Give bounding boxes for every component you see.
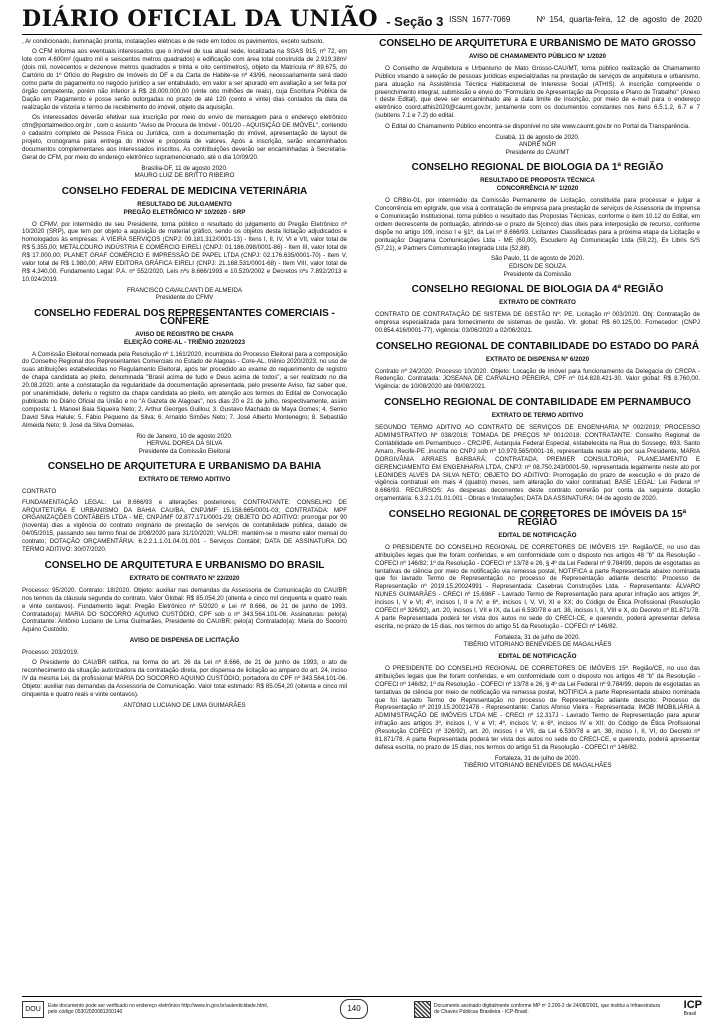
dou-badge: DOU [22,1001,44,1018]
paragraph: , Ar condicionado, iluminação pronta, instalações elétricas e de rede em todos os pavimentos, exceto subsolo. [22,38,324,45]
paragraph: O Conselho de Arquitetura e Urbanismo de Mato Grosso-CAU/MT, torna público realização de Chamamento Público visando à seleção de pessoas jurídicas especializadas na prestação de serviços de arquitetura e urbanismo, para atuação na Assistência Técnica Habitacional de Interesse Social (ATHIS). A inscrição compreende o preenchimento integral, submissão e envio do "Formulário de Apresentação da Proposta e Plano de Trabalho" (Anexo I deste Edital), que deve ser encaminhado até a data limite de inscrição, por meio de e-mail para o endereço eletrônico coord.athis2020@caumt.gov.br, juntamente com os documentos constantes nos itens 6.5.1.2, 6.7 e 7 (subitens 7.1 e 7.2) do edital. [375,64,700,120]
issn: ISSN 1677-7069 [449,15,511,24]
signature-line: Presidente da Comissão Eleitoral [138,447,231,455]
org-heading-cau-br: CONSELHO DE ARQUITETURA E URBANISMO DO BRASIL [44,559,325,571]
signature-line: ANDRÉ NÖR [518,141,557,149]
signature-line: EDISON DE SOUZA [508,263,567,270]
signature-block [22,433,347,456]
icp-text: ICP [683,999,702,1011]
signature-block [22,165,347,180]
newspaper-title [22,6,443,32]
act-title: RESULTADO DE JULGAMENTO [137,200,232,208]
act-title: RESULTADO DE PROPOSTA TÉCNICA [480,177,595,185]
signature-line: Presidente do CAU/MT [505,148,570,156]
paragraph: O PRESIDENTE DO CONSELHO REGIONAL DE CORRETORES DE IMÓVEIS 15ª. Região/CE, no uso das atribuições legais que lhe foram conferidas, e em conformidade com o disposto nos artigos 48 "b" da Resolução - COFECI nº 146/82; 1º da Resolução - COFECI nº 13/78 e 26, § 4º da Lei Federal nº 9.784/99, depois de esgotadas as tentativas de ciência por meio de notificação via remessa postal, NOTIFICA a parte Representada abaixo nominada que foi lavrado Termo de Representação no processo de Representação adiante descrito: Processo de Representação nº 2019.15.20021478 - Representante: Carlos Afonso Vieira - Representada: IMOB IMOBILIÁRIA & ADMINISTRAÇÃO DE IMÓVEIS LTDA ME - CRECI nº 12.317J - Lavrado Termo de Representação para apurar infração aos artigos 3º, incisos I, V e VI; 4º, incisos V; e 6º, incisos IV e XII; do Código de Ética Profissional (Resolução COFECI nº 326/92), art. 20, incisos I e VII, da Lei 6.530/78 e art. 38, inciso I, II, VI, do Decreto nº 81.871/78. A parte Representada poderá ter vista dos autos no sede do CRECI-CE, e querendo, poderá apresentar defesa escrita, no prazo de 15 dias, nos termos do artigo 51 da Resolução - COFECI nº 146/82. [375,664,700,751]
act-heading: EXTRATO DE TERMO ADITIVO [491,412,584,420]
signature-line: Cuiabá, 11 de agosto de 2020. [495,133,580,141]
issue-number-date: Nº 154, quarta-feira, 12 de agosto de 2020 [536,15,702,24]
qr-code-icon [414,1001,431,1018]
paragraph: FUNDAMENTAÇÃO LEGAL: Lei 8.666/93 e alterações posteriores; CONTRATANTE: CONSELHO DE ARQUITETURA E URBANISMO DA BAHIA CAU/BA, CNPJ/MF 15.158.665/0001-03; CONTRATADA: MPF ORGANIZAÇÕES CONTÁBEIS LTDA - ME, CNPJ/MF 02.877.171/0001-29; OBJETO DO ADITIVO: prorrogar por 90 (noventa) dias a vigência do contrato originário de prestação de serviços de contabilidade pública, datado de 04/05/2015, passando seu termo final de 2/08/2020 para 31/10/2020; VALOR: mantém-se o mesmo valor mensal do contrato; DOTAÇÃO ORÇAMENTÁRIA: 6.2.2.1.1.01.04.01.001 - Serviços Contábil; DATA DE ASSINATURA DO TERMO ADITIVO: 30/07/2020. [22,498,347,554]
paragraph: Processo: 95/2020. Contrato: 18/2020. Objeto: auxiliar nas demandas da Assessoria de Comunicação do CAU/BR nos termos da cláusula segunda do contrato. Valor Global: R$ 85.054,20 (oitenta e cinco mil cinquenta e quatro reais e vinte centavos). Fundamento legal: Pregão Eletrônico nº 5/2020 e Lei nº 8.666, de 21 de junho de 1993. Contratado(a): MARIA DO SOCORRO AQUINO CUSTÓDIO, CPF sob o nº 343.564.101-06. Assinaturas: pelo(a) Contratante: Antônio Luciano de Lima Guimarães, Presidente do CAU/BR; pelo(a) Contratado(a): Maria do Socorro Aquino Custódio. [22,586,347,634]
paragraph: O CRBio-01, por intermédio da Comissão Permanente de Licitação, constituída para processar e julgar a Concorrência em epígrafe, que visa à contratação de empresa para prestação de serviços de Assessoria de Imprensa e Comunicação Institucional, torna público o resultado das Propostas Técnicas, conforme o item 10.12 do Edital, em ordem decrescente de pontuação, abrindo-se o prazo de 5(cinco) dias úteis para interposição de recurso, conforme dispõe no artigo 109, inciso I e §1º, da Lei nº 8.666/93. Licitantes Classificadas para a próxima etapa da Licitação e pontuação: Diagrama Comunicações Ltda - ME (60,00), Escudero Ag Comunicação Ltda (59,22), Ex Libris S/S (57,21), e Partners Comunicação Integrada Ltda (52,88). [375,197,700,252]
paragraph: CONTRATO [22,488,57,496]
title-text: DIÁRIO OFICIAL DA UNIÃO [22,6,379,32]
left-column [22,38,347,990]
act-heading: EXTRATO DE TERMO ADITIVO [138,476,231,484]
act-heading: EXTRATO DE DISPENSA Nº 6/2020 [485,355,590,363]
right-column [375,38,700,990]
paragraph: O Presidente do CAU/BR ratifica, na forma do art. 26 da Lei nº 8.666, de 21 de junho de 1993, o ato de reconhecimento da situação autorizadora da contratação direta, por dispensa de licitação ao amparo do art. 24, inciso IV da mesma Lei, da profissional MARIA DO SOCORRO AQUINO CUSTÓDIO, portadora do CPF nº 343.564.101-06. Objeto: auxiliar nas demandas da Assessoria de Comunicação. Valor total estimado: R$ 85.054,20 (oitenta e cinco mil cinquenta e quatro reais e vinte centavos). [22,659,347,698]
org-heading-cau-ba: CONSELHO DE ARQUITETURA E URBANISMO DA BAHIA [47,461,322,473]
org-heading-crbio4: CONSELHO REGIONAL DE BIOLOGIA DA 4ª REGIÃO [411,284,664,296]
act-heading: EXTRATO DE CONTRATO Nº 22/2020 [129,574,240,582]
org-heading-creci15: CONSELHO REGIONAL DE CORRETORES DE IMÓVEIS DA 15ª REGIÃO [388,509,687,529]
act-heading [375,177,700,193]
icp-subtext: Brasil [683,1011,697,1017]
act-heading [22,201,347,217]
org-heading-crbio1: CONSELHO REGIONAL DE BIOLOGIA DA 1ª REGIÃO [411,162,664,174]
org-heading-crc-pe: CONSELHO REGIONAL DE CONTABILIDADE EM PERNAMBUCO [384,397,691,409]
icp-brasil-logo [684,999,702,1017]
signature-line: MAURO LUIZ DE BRITTO RIBEIRO [134,172,235,180]
org-heading-cfmv: CONSELHO FEDERAL DE MEDICINA VETERINÁRIA [61,185,308,197]
org-heading-cau-mt: CONSELHO DE ARQUITETURA E URBANISMO DE MATO GROSSO [379,38,696,49]
act-subtitle: CONCORRÊNCIA Nº 1/2020 [496,185,579,193]
paragraph: CONTRATO DE CONTRATAÇÃO DE SISTEMA DE GESTÃO Nº: PE. Licitação nº 003/2020. Obj: Contratação de empresa especializada para fornecimento de sistemas de gestão. Vlr. global: R$ 60.125,00. Fornecedor: (CNPJ 00.854.416/0001-77), vigência: 03/06/2020 a 02/06/2021. [375,311,700,334]
page-number: 140 [340,999,368,1019]
paragraph: Os interessados deverão efetivar sua inscrição por meio do envio de mensagem para o endereço eletrônico cfm@portalmedico.org.br , com o assunto "Aviso de Procura de Imóvel - 001/20 - AQUISIÇÃO DE IMÓVEL", contendo o cadastro completo de Pessoa Física ou Jurídica, com a documentação do imóvel, apresentação de layout de projeto, cronograma para entrega do imóvel e proposta de valores. Após a inscrição, serão encaminhados documentos complementares aos interessados inscritos. As contribuições deverão ser encaminhadas à Secretaria-Geral do CFM, por meio do endereço eletrônico supramencionado, até o dia 10/09/20. [22,114,347,161]
act-title: AVISO DE REGISTRO DE CHAPA [135,330,234,338]
paragraph: O Edital do Chamamento Público encontra-se disponível no site www.caumt.gov.br no Portal da Transparência. [385,122,690,130]
section-label: - Seção 3 [386,14,444,29]
paragraph: SEGUNDO TERMO ADITIVO AO CONTRATO DE SERVIÇOS DE ENGENHARIA Nº 002/2019; PROCESSO ADMINISTRATIVO Nº 038/2018; TOMADA DE PREÇOS Nº 001/2018; CONTRATANTE: Conselho Regional de Contabilidade em Pernambuco - CRC/PE, Autarquia Federal Especial, estabelecida na Rua do Sossego, 693, Santo Amaro, Recife-PE ,inscrita no CNPJ sob nº 10.979.565/0001-16, representada neste ato por sua Presidente, MARIA DORGIVÂNIA ARRAES BARBARÁ; CONTRATADA: PREMIER CONSULTORIA, PLANEJAMENTO E GERENCIAMENTO EM ENGENHARIA LTDA, CNPJ: nº 08.750.243/0001-59, representada legalmente neste ato por LEONIDES ALVES DA SILVA NETO; OBJETO DO ADITIVO: Prorrogação do prazo de execução e do prazo de vigência contratual em mais 4 (quatro) meses, sem alteração do valor contratual; BASE LEGAL: Lei Federal nº 8.666/93. RECURSOS: As despesas decorrentes deste contrato correrão por conta da seguinte dotação orçamentária: 6.3.2.1.01.01.001 - Obras e Instalações; DATA DA ASSINATURA: 04 de agosto de 2020. [375,424,700,503]
act-heading: EDITAL DE NOTIFICAÇÃO [498,531,577,539]
signature-line: Fortaleza, 31 de julho de 2020. [494,633,581,641]
paragraph: A Comissão Eleitoral nomeada pela Resolução nº 1.161/2020, incumbida do Processo Eleitoral para a composição do Conselho Regional dos Representantes Comerciais no Estado de Alagoas - Core-AL, triênio 2020/2023, no uso de suas atribuições estabelecidas no Regulamento Eleitoral, após ter procedido ao exame do requerimento de registro de chapa candidata ao pleito, denominada "Brasil acima de tudo e Deus acima de todos", a ser realizado no dia 20.08.2020, ante a constatação da regularidade da documentação apresentada, pelo presente Aviso, faz saber que, por unanimidade, deferiu o registro da chapa candidata ao pleito, em atenção aos termos do Edital de Convocação publicado no Diário Oficial da União e no "A Gazeta de Alagoas", nos dias 20 e 21 de julho, respectivamente, assim composta: 1. Manoel Baia Siqueira Neto; 2. Arthur Georges Guillou; 3. Gustavo Machado de Maya Gomes; 4. Semio David Silva Halule; 5. Fábio Pequeno da Silva; 6. Arnaldo Simões Neto; 7. José Alberto Montenegro; 8. Sebastião Almeida Neto; 9. José da Silva Dornelas. [22,350,347,429]
act-subtitle: ELEIÇÃO CORE-AL - TRIÊNIO 2020/2023 [124,338,245,346]
act-heading: AVISO DE CHAMAMENTO PÚBLICO Nº 1/2020 [468,52,607,60]
signature-line: Rio de Janeiro, 10 de agosto 2020. [136,432,233,440]
verification-text: Este documento pode ser verificado no endereço eletrônico http://www.in.gov.br/autenticidade.html, pelo código 05302020081200140 [48,1003,269,1016]
paragraph: Contrato nº 24/2020. Processo 10/2020. Objeto: Locação de imóvel para funcionamento da Delegacia do CRCPA - Redenção. Contratada: JOSEANA DE CARVALHO PEREIRA, CPF nº 014.828.421-30. Valor global: R$ 8.760,00. Vigência: de 10/08/2020 até 09/08/2021. [375,367,700,391]
signature-line: ANTONIO LUCIANO DE LIMA GUIMARÃES [123,701,246,709]
signature-block [375,134,700,157]
act-subtitle: PREGÃO ELETRÔNICO Nº 10/2020 - SRP [123,208,246,216]
signature-block [22,702,347,710]
signature-block [375,634,700,649]
act-heading [22,331,347,347]
signature-line: FRANCISCO CAVALCANTI DE ALMEIDA [127,286,242,294]
signature-line: TIBÉRIO VITORIANO BENEVIDES DE MAGALHÃES [463,641,612,649]
paragraph: O PRESIDENTE DO CONSELHO REGIONAL DE CORRETORES DE IMÓVEIS 15ª. Região/CE, no uso das atribuições legais que lhe foram conferidas, e em conformidade com o disposto nos artigos 48 "b" da Resolução - COFECI nº 146/82; 1º da Resolução - COFECI nº 13/78 e 26, § 4º da Lei Federal nº 9.784/99, depois de esgotadas as tentativas de ciência por meio de notificação via remessa postal, NOTIFICA a parte Representada abaixo nominada que foi lavrado Termo de Representação no processo de Representação adiante descrito: Processo de Representação nº 2019.15.20024991 - Representada: Casebras Construções Ltda. - Representante: ÁLVARO NUNES GUIMARÃES - CRECI nº 15.696F - Lavrado Termo de Representação para apurar infração aos artigos 3º, incisos I, V e VI; 4º, incisos I, II e IV; e 6º, incisos I, V, VI, XI e XX; do Código de Ética Profissional (Resolução COFECI nº 326/92), art. 20, incisos I, VII e IX, da Lei 6.530/78 e art. 38, incisos I, II, VIII e X, do Decreto nº 81.871/78. A parte Representada poderá ter vista dos autos no sede do CRECI-CE, e querendo, poderá apresentar defesa escrita, no prazo de 15 dias, nos termos do artigo 51 da Resolução - COFECI nº 146/82. [375,543,700,630]
signature-line: Presidente da Comissão [503,270,572,278]
paragraph: Processo: 203/2019. [22,648,79,656]
signature-line: HERVAL DOREA DA SILVA [146,440,223,448]
act-heading: AVISO DE DISPENSA DE LICITAÇÃO [129,636,240,644]
signature-line: São Paulo, 11 de agosto de 2020. [490,255,585,263]
signature-block [375,255,700,278]
signature-line: TIBÉRIO VITORIANO BENEVIDES DE MAGALHÃES [463,762,612,770]
signature-line: Fortaleza, 31 de julho de 2020. [494,754,581,762]
signature-block [22,287,347,302]
org-heading-crc-pa: CONSELHO REGIONAL DE CONTABILIDADE DO ESTADO DO PARÁ [375,340,700,352]
paragraph: O CFMV, por intermédio de seu Presidente, torna público o resultado do julgamento do Pregão Eletrônico nº 10/2020 (SRP), que tem por objeto a aquisição de material gráfico, sendo os objetos desta licitação adjudicados e homologados às empresas: A VIEIRA SERVIÇOS (CNPJ: 09.181.312/0001-13) - Itens I, II, IV, VI e VII, valor total de R$ 5.355,00; METALCOURO INDÚSTRIA E COMÉRCIO EIRELI (CNPJ: 01.186.098/0001-86) - Item III, valor total de R$ 17.000,00; PLANET GRAF COMÉRCIO E IMPRESSÃO DE PAPEL LTDA (CNPJ: 02.176.635/0001-70) - Item V, valor total de R$ 1.980,00; ARW EDITORA GRÁFICA EIRELI (CNPJ: 21.168.531/0001-68) - Item VIII, valor total de R$ 4.340,00. Fundamento Legal: P.A. nº 552/2020, Leis nºs 8.666/1993 e 10.520/2002 e Decretos nºs 7.892/2013 e 10.024/2019. [22,220,347,283]
signature-line: Brasília-DF, 11 de agosto 2020. [141,164,228,172]
act-heading: EXTRATO DE CONTRATO [499,299,576,307]
issue-info [427,15,702,24]
signature-block [375,755,700,770]
page-header [22,4,702,35]
act-heading: EDITAL DE NOTIFICAÇÃO [498,653,577,660]
signature-line: Presidente do CFMV [155,294,214,302]
signature-notice: Documento assinado digitalmente conforme MP nº 2.200-2 de 24/08/2001, que institui a Infraestrutura de Chaves Públicas Brasileira - ICP-Brasil. [434,1003,661,1016]
page-footer [22,996,702,1021]
paragraph: O CFM informa aos eventuais interessados que o imóvel de sua atual sede, localizada na SGAS 915, nº 72, em lote com 4.600m² (quatro mil e seiscentos metros quadrados) e edificação com área total construída de 2.919,38m² (dois mil, novecentos e dezenove metros quadrados e trinta e oito centímetros), objeto da Matrícula nº 89.675, do Cartório do 1º Ofício do Registro de Imóveis do DF e da Carta de Habite-se nº 43/96, necessariamente será dado como parte do pagamento no negócio jurídico a ser entabulado, em valor a ser apurado em avaliação a ser feita por órgão competente, porém não inferior à R$ 28.000.000,00 (vinte oito milhões de reais), cuja Escritura Pública de Dação em Pagamento e posse serão outorgadas no prazo de até 120 (cento e vinte) dias contados da data da realização de vistoria e termo de recebimento do imóvel, objeto da aquisição. [22,48,347,111]
org-heading-confere: CONSELHO FEDERAL DOS REPRESENTANTES COMERCIAIS - CONFERE [34,307,335,327]
